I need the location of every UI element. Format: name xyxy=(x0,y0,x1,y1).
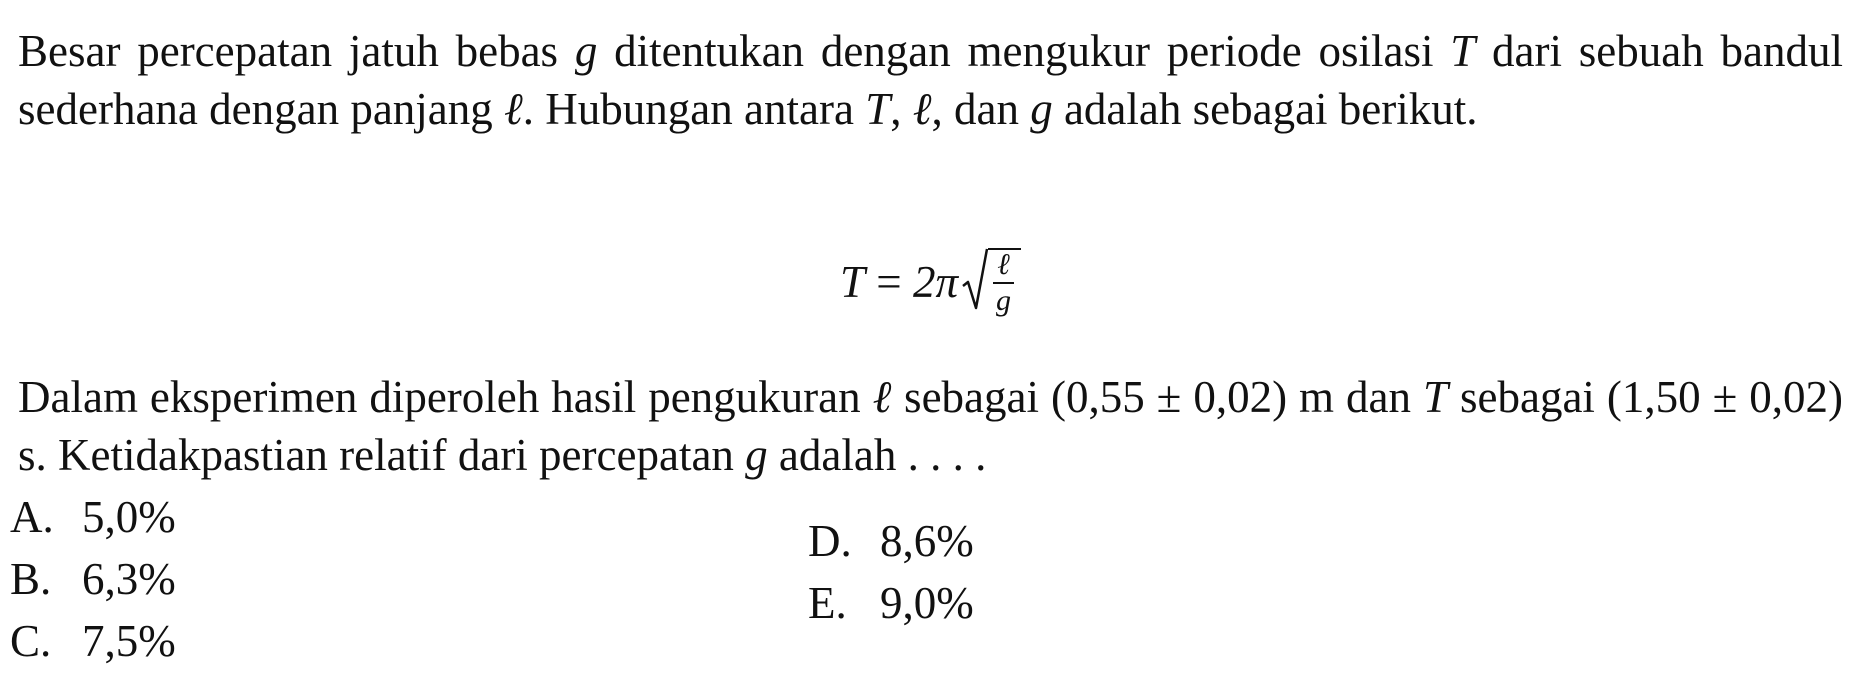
intro-text-4: . Hubungan antara xyxy=(522,84,866,134)
intro-text-5: , xyxy=(890,84,913,134)
option-value: 8,6% xyxy=(880,516,974,566)
fraction-numerator: ℓ xyxy=(993,250,1014,284)
option-letter: D. xyxy=(808,516,852,566)
radicand xyxy=(988,248,1021,316)
data-text-3: sebagai (1,50 ± 0,02) s. Ketidakpastian relatif dari percepatan xyxy=(18,372,1844,480)
intro-text-6: , dan xyxy=(931,84,1031,134)
intro-text-1: Besar percepatan jatuh bebas xyxy=(18,26,575,76)
symbol-l: ℓ xyxy=(872,372,893,422)
option-letter: A. xyxy=(10,492,54,542)
option-b[interactable] xyxy=(10,552,176,606)
symbol-T: T xyxy=(865,84,891,134)
symbol-T: T xyxy=(1450,26,1476,76)
intro-text-2: ditentukan dengan mengukur periode osilasi xyxy=(597,26,1451,76)
intro-text-7: adalah sebagai berikut. xyxy=(1052,84,1478,134)
option-value: 6,3% xyxy=(82,554,176,604)
intro-text-3: dari sebuah bandul sederhana dengan panjang xyxy=(18,26,1843,134)
option-letter: B. xyxy=(10,554,52,604)
question-data-paragraph xyxy=(18,368,1843,484)
formula-coefficient: 2π xyxy=(912,257,958,307)
symbol-g: g xyxy=(745,430,768,480)
option-a[interactable] xyxy=(10,490,176,544)
option-value: 7,5% xyxy=(82,616,176,666)
option-e[interactable] xyxy=(808,576,974,630)
symbol-l: ℓ xyxy=(912,84,932,134)
option-d[interactable] xyxy=(808,514,974,568)
question-intro-paragraph xyxy=(18,22,1843,138)
symbol-g: g xyxy=(1030,84,1053,134)
fraction xyxy=(992,250,1015,316)
data-text-2: sebagai (0,55 ± 0,02) m dan xyxy=(892,372,1423,422)
square-root xyxy=(962,248,1021,316)
fraction-denominator: g xyxy=(995,284,1011,317)
radical-sign-icon xyxy=(962,248,988,312)
option-value: 5,0% xyxy=(82,492,176,542)
symbol-g: g xyxy=(574,26,598,76)
option-letter: C. xyxy=(10,616,52,666)
option-letter: E. xyxy=(808,578,847,628)
option-value: 9,0% xyxy=(880,578,974,628)
symbol-l: ℓ xyxy=(504,84,523,134)
pendulum-formula xyxy=(0,248,1861,318)
data-text-4: adalah . . . . xyxy=(767,430,987,480)
formula-lhs: T xyxy=(840,257,866,307)
option-c[interactable] xyxy=(10,614,176,668)
formula-equals: = xyxy=(865,257,913,307)
data-text-1: Dalam eksperimen diperoleh hasil pengukuran xyxy=(18,372,873,422)
symbol-T: T xyxy=(1422,372,1449,422)
